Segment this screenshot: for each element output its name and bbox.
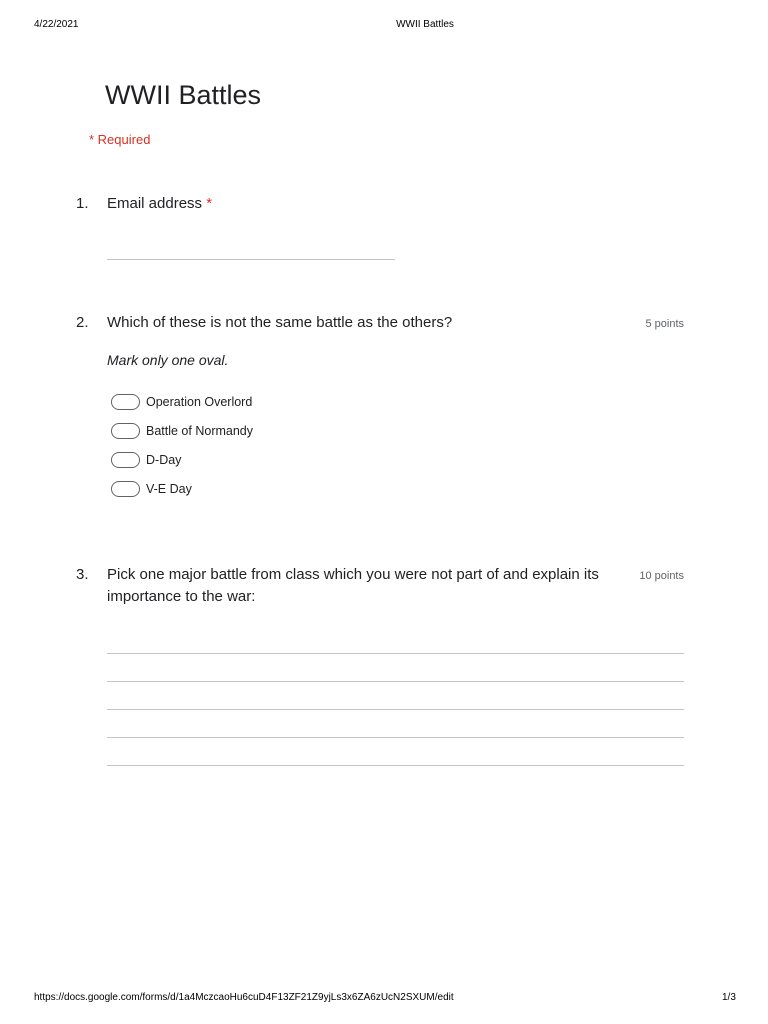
print-url: https://docs.google.com/forms/d/1a4MczcaoHu6cuD4F13ZF21Z9yjLs3x6ZA6zUcN2SXUM/edit [34,992,454,1003]
answer-line-4[interactable] [107,737,684,738]
option-v-e-day[interactable] [111,480,192,498]
email-answer-line[interactable] [107,259,395,260]
required-note: * Required [89,132,151,147]
radio-oval[interactable] [111,423,140,439]
question-2-number: 2. [76,314,89,331]
print-doc-title: WWII Battles [396,19,454,30]
option-label: V-E Day [146,482,192,496]
print-date: 4/22/2021 [34,19,79,30]
form-title: WWII Battles [105,80,262,110]
question-3-text-line-1: Pick one major battle from class which you were not part of and explain its [107,566,599,583]
answer-line-3[interactable] [107,709,684,710]
option-label: Battle of Normandy [146,424,253,438]
question-3-text-line-2: importance to the war: [107,588,256,605]
question-1-text [107,193,212,215]
question-1-label: Email address [107,195,203,212]
question-3-number: 3. [76,566,89,583]
question-3-text [107,564,599,608]
answer-line-5[interactable] [107,765,684,766]
question-2-points: 5 points [645,318,684,330]
answer-line-2[interactable] [107,681,684,682]
radio-oval[interactable] [111,481,140,497]
radio-oval[interactable] [111,452,140,468]
option-label: Operation Overlord [146,395,253,409]
question-1-number: 1. [76,195,89,212]
option-label: D-Day [146,453,182,467]
question-3-points: 10 points [639,570,684,582]
question-2-text: Which of these is not the same battle as the others? [107,314,453,331]
option-d-day[interactable] [111,451,181,469]
radio-oval[interactable] [111,394,140,410]
question-2-instruction: Mark only one oval. [107,352,229,368]
option-operation-overlord[interactable] [111,393,252,411]
answer-line-1[interactable] [107,653,684,654]
required-asterisk: * [206,195,213,212]
print-page-number: 1/3 [722,992,736,1003]
option-battle-of-normandy[interactable] [111,422,253,440]
